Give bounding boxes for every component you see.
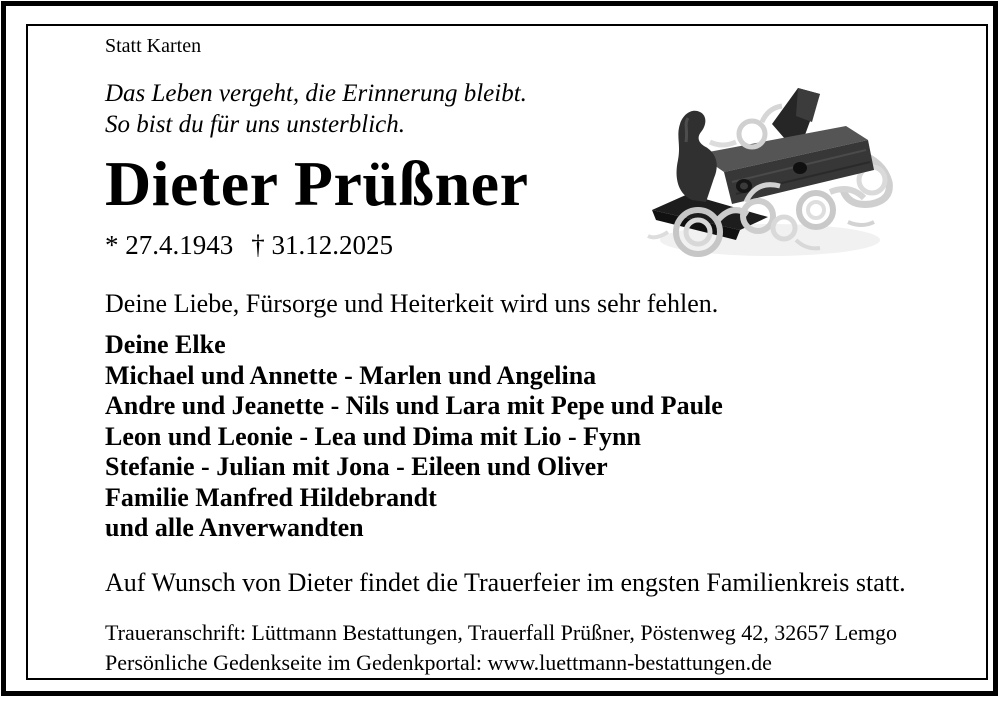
ceremony-note: Auf Wunsch von Dieter findet die Trauerfeier im engsten Familienkreis statt. — [105, 568, 906, 597]
memorial-quote — [105, 79, 527, 140]
mourner-line: Familie Manfred Hildebrandt — [105, 482, 437, 512]
wood-plane-with-shavings-image — [640, 82, 910, 267]
mourner-line: Andre und Jeanette - Nils und Lara mit Pepe und Paule — [105, 391, 723, 420]
mourner-line: und alle Anverwandten — [105, 513, 364, 542]
mourner-line: Deine Elke — [105, 330, 226, 359]
mourner-line: Stefanie - Julian mit Jona - Eileen und Oliver — [105, 452, 608, 481]
funeral-home-info — [105, 618, 897, 678]
quote-line-2: So bist du für uns unsterblich. — [105, 110, 406, 138]
deceased-name: Dieter Prüßner — [105, 148, 529, 219]
lead-sentence: Deine Liebe, Fürsorge und Heiterkeit wird uns sehr fehlen. — [105, 289, 719, 318]
death-date: † 31.12.2025 — [251, 230, 393, 260]
quote-line-1: Das Leben vergeht, die Erinnerung bleibt. — [105, 80, 527, 107]
pre-header: Statt Karten — [105, 35, 202, 57]
mourner-line: Leon und Leonie - Lea und Dima mit Lio - Fynn — [105, 421, 641, 451]
birth-date: * 27.4.1943 — [105, 230, 234, 260]
memorial-portal-line: Persönliche Gedenkseite im Gedenkportal: www.luettmann-bestattungen.de — [105, 650, 772, 675]
mourner-line: Michael und Annette - Marlen und Angelina — [105, 360, 597, 390]
life-dates — [105, 230, 393, 261]
mourners-list — [105, 330, 723, 544]
mourning-address-line: Traueranschrift: Lüttmann Bestattungen, Trauerfall Prüßner, Pöstenweg 42, 32657 Lemgo — [105, 620, 898, 645]
